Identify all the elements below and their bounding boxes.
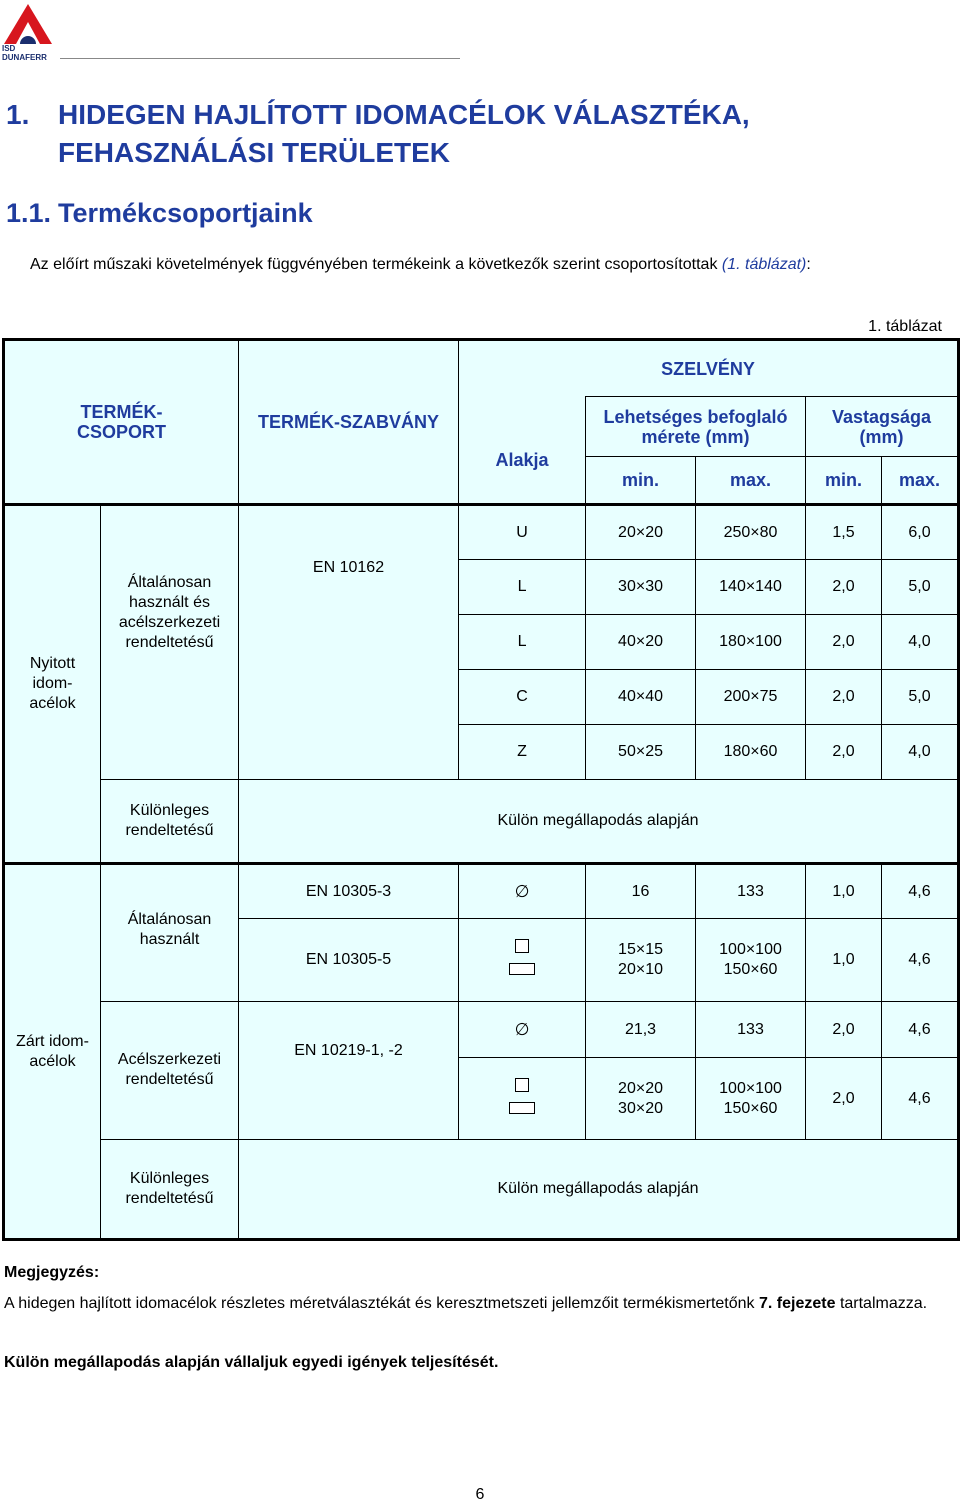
note-text: A hidegen hajlított idomacélok részletes méretválasztékát és keresztmetszeti jellemzőit termékismertetőnk: [4, 1295, 755, 1312]
closed-standard-a: EN 10305-3: [239, 864, 459, 919]
group-closed: [4, 864, 101, 1240]
open-special-note: Külön megállapodás alapján: [239, 780, 959, 864]
group-open-l2: idom-: [32, 675, 73, 692]
header-shape: Alakja: [459, 397, 586, 505]
round-section-icon: ∅: [459, 1002, 586, 1058]
subheading-number: 1.1.: [6, 198, 52, 228]
open-general-l1: Általánosan: [127, 573, 212, 591]
group-closed-l1: Zárt idom-: [16, 1032, 89, 1050]
table-cell: 40×40: [586, 670, 696, 725]
table-cell: 4,6: [882, 1058, 959, 1140]
closed-general-use: [101, 864, 239, 1002]
table-cell: Z: [459, 725, 586, 780]
closed-special-l2: rendeltetésű: [125, 1190, 214, 1207]
header-thickness: [806, 397, 959, 457]
open-special-use: [101, 780, 239, 864]
closed-general-l1: Általánosan: [127, 911, 212, 928]
intro-suffix: :: [806, 256, 811, 273]
group-closed-l2: acélok: [29, 1052, 76, 1070]
note-paragraph: [4, 1294, 956, 1314]
table-cell: 20×20: [586, 505, 696, 560]
page-number: 6: [475, 1486, 485, 1503]
square-hollow-icon: [515, 1078, 529, 1092]
heading-line-1: HIDEGEN HAJLÍTOTT IDOMACÉLOK VÁLASZTÉKA,: [58, 99, 750, 130]
company-logo: [2, 2, 56, 62]
note-title: Megjegyzés:: [4, 1264, 100, 1281]
note-chapter-ref: 7. fejezete: [759, 1295, 836, 1312]
table-cell: 4,6: [882, 919, 959, 1002]
table-cell: 16: [586, 864, 696, 919]
closed-standard-b: EN 10305-5: [239, 919, 459, 1002]
size-value: 15×15: [618, 941, 663, 958]
header-size: [586, 397, 806, 457]
table-cell: 133: [696, 1002, 806, 1058]
table-cell: 2,0: [806, 1002, 882, 1058]
table-cell: 1,0: [806, 919, 882, 1002]
table-cell: 180×100: [696, 615, 806, 670]
table-cell: 2,0: [806, 670, 882, 725]
table-cell: 250×80: [696, 505, 806, 560]
table-cell: [696, 1058, 806, 1140]
table-cell: 4,6: [882, 1002, 959, 1058]
size-value: 150×60: [723, 961, 778, 978]
table-cell: 5,0: [882, 670, 959, 725]
logo-mark: [2, 2, 56, 46]
table-cell: 1,0: [806, 864, 882, 919]
intro-text: Az előírt műszaki követelmények függvényében termékeink a következők szerint csoportosítottak: [30, 256, 718, 273]
header-standard: TERMÉK-SZABVÁNY: [239, 340, 459, 505]
table-cell: 2,0: [806, 725, 882, 780]
rect-section-icon: [459, 919, 586, 1002]
table-cell: 2,0: [806, 1058, 882, 1140]
table-cell: 6,0: [882, 505, 959, 560]
header-section: SZELVÉNY: [459, 340, 959, 397]
header-rule: [60, 58, 460, 59]
table-cell: L: [459, 560, 586, 615]
closed-struct-l2: rendeltetésű: [125, 1071, 214, 1088]
table-cell: 30×30: [586, 560, 696, 615]
closed-special-use: [101, 1140, 239, 1240]
note-bold-line: Külön megállapodás alapján vállaljuk egyedi igények teljesítését.: [4, 1354, 499, 1371]
header-thick-max: max.: [882, 457, 959, 505]
closed-standard-c: EN 10219-1, -2: [239, 1002, 459, 1140]
header-thickness-l1: Vastagsága: [831, 406, 932, 427]
group-open-l1: Nyitott: [29, 655, 76, 672]
header-size-min: min.: [586, 457, 696, 505]
size-value: 20×10: [618, 961, 663, 978]
table-cell: 133: [696, 864, 806, 919]
open-general-l3: acélszerkezeti: [118, 613, 221, 631]
table-caption: 1. táblázat: [868, 318, 942, 335]
table-cell: 4,6: [882, 864, 959, 919]
open-general-use: [101, 505, 239, 780]
table-cell: 180×60: [696, 725, 806, 780]
table-cell: [586, 919, 696, 1002]
intro-paragraph: [30, 256, 811, 274]
size-value: 100×100: [719, 941, 782, 958]
table-cell: 200×75: [696, 670, 806, 725]
closed-general-l2: használt: [139, 931, 200, 948]
table-cell: 1,5: [806, 505, 882, 560]
square-hollow-icon: [515, 939, 529, 953]
table-cell: 40×20: [586, 615, 696, 670]
table-cell: 4,0: [882, 725, 959, 780]
heading-line-2: FEHASZNÁLÁSI TERÜLETEK: [58, 137, 450, 168]
size-value: 100×100: [719, 1079, 782, 1097]
intro-table-ref[interactable]: (1. táblázat): [721, 256, 807, 273]
table-cell: L: [459, 615, 586, 670]
heading-number: 1.: [6, 99, 30, 130]
open-general-l4: rendeltetésű: [125, 633, 214, 651]
table-cell: 2,0: [806, 615, 882, 670]
table-cell: 2,0: [806, 560, 882, 615]
rect-section-icon: [459, 1058, 586, 1140]
header-size-l1: Lehetséges befoglaló: [603, 406, 788, 427]
open-standard: EN 10162: [239, 505, 459, 780]
header-size-l2: mérete (mm): [641, 426, 750, 447]
open-general-l2: használt és: [129, 593, 210, 611]
closed-structural-use: [101, 1002, 239, 1140]
closed-special-note: Külön megállapodás alapján: [239, 1140, 959, 1240]
header-size-max: max.: [696, 457, 806, 505]
header-thickness-l2: (mm): [859, 426, 904, 447]
open-special-l1: Különleges: [129, 802, 210, 819]
table-cell: C: [459, 670, 586, 725]
header-group-l1: TERMÉK-: [80, 402, 163, 422]
open-special-l2: rendeltetésű: [125, 822, 214, 839]
closed-struct-l1: Acélszerkezeti: [117, 1051, 222, 1068]
table-cell: [696, 919, 806, 1002]
group-open: [4, 505, 101, 864]
table-cell: U: [459, 505, 586, 560]
size-value: 150×60: [723, 1099, 778, 1117]
table-cell: 4,0: [882, 615, 959, 670]
table-cell: 21,3: [586, 1002, 696, 1058]
header-thick-min: min.: [806, 457, 882, 505]
table-cell: 140×140: [696, 560, 806, 615]
logo-text-isd: ISD: [2, 44, 16, 53]
product-group-table: [2, 338, 960, 1241]
table-cell: 50×25: [586, 725, 696, 780]
group-open-l3: acélok: [29, 695, 76, 712]
round-section-icon: ∅: [459, 864, 586, 919]
closed-special-l1: Különleges: [129, 1170, 210, 1187]
subheading-text: Termékcsoportjaink: [58, 198, 313, 228]
table-cell: 5,0: [882, 560, 959, 615]
header-group-l2: CSOPORT: [77, 422, 167, 442]
logo-text-dunaferr: DUNAFERR: [2, 53, 47, 62]
note-text-end: tartalmazza.: [839, 1295, 928, 1312]
rectangular-hollow-icon: [509, 963, 535, 975]
table-cell: [586, 1058, 696, 1140]
header-group: [4, 340, 239, 505]
rectangular-hollow-icon: [509, 1102, 535, 1114]
size-value: 20×20: [618, 1079, 663, 1097]
size-value: 30×20: [618, 1099, 663, 1117]
